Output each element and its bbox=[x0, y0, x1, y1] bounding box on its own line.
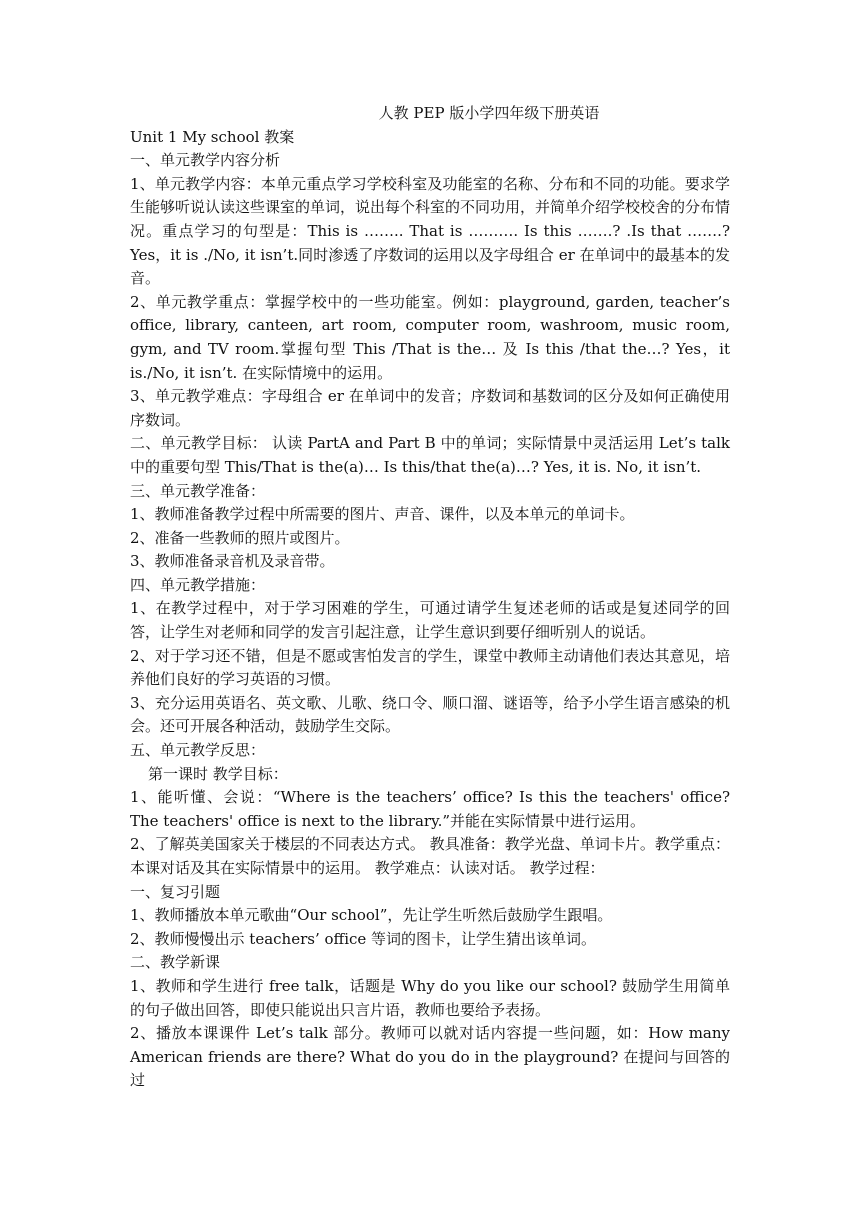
paragraph: 3、单元教学难点：字母组合 er 在单词中的发音；序数词和基数词的区分及如何正确使用序数词。 bbox=[130, 387, 730, 429]
section-heading: 五、单元教学反思： bbox=[130, 741, 266, 760]
section-heading: 一、复习引题 bbox=[130, 882, 221, 901]
paragraph: 3、充分运用英语名、英文歌、儿歌、绕口令、顺口溜、谜语等，给予小学生语言感染的机会。还可开展各种活动，鼓励学生交际。 bbox=[130, 693, 730, 736]
paragraph: 2、播放本课课件 Let’s talk 部分。教师可以就对话内容提一些问题，如：How many American friends are there? What do you do in the playground? 在提问与回答的过 bbox=[130, 1024, 730, 1090]
document-title: 人教 PEP 版小学四年级下册英语 bbox=[378, 104, 600, 122]
paragraph: 2、准备一些教师的照片或图片。 bbox=[130, 528, 350, 547]
paragraph: 2、对于学习还不错，但是不愿或害怕发言的学生，课堂中教师主动请他们表达其意见，培养他们良好的学习英语的习惯。 bbox=[130, 646, 730, 689]
section-heading: 三、单元教学准备： bbox=[130, 481, 266, 500]
paragraph: 二、单元教学目标： 认读 PartA and Part B 中的单词；实际情景中灵活运用 Let’s talk 中的重要句型 This/That is the(a)… Is this/that the(a)…? Yes, it is. No, it isn’t. bbox=[130, 434, 730, 476]
paragraph: 2、单元教学重点：掌握学校中的一些功能室。例如：playground, garden, teacher’s office, library, canteen, art room, computer room, washroom, music room, gym, and TV room.掌握句型 This /That is the… 及 Is this /that the…? Yes，it is./No, it isn’t. 在实际情境中的运用。 bbox=[130, 292, 730, 382]
paragraph: 3、教师准备录音机及录音带。 bbox=[130, 552, 335, 571]
paragraph: 2、了解英美国家关于楼层的不同表达方式。 教具准备：教学光盘、单词卡片。教学重点：本课对话及其在实际情景中的运用。 教学难点：认读对话。 教学过程： bbox=[130, 835, 730, 877]
paragraph: 1、单元教学内容：本单元重点学习学校科室及功能室的名称、分布和不同的功能。要求学生能够听说认读这些课室的单词，说出每个科室的不同功用，并简单介绍学校校舍的分布情况。重点学习的句型是：This is …….. That is ………. Is this …….? .Is that …….? Yes，it is ./No, it isn’t.同时渗透了序数词的运用以及字母组合 er 在单词中的最基本的发音。 bbox=[130, 174, 731, 288]
paragraph: 1、教师和学生进行 free talk，话题是 Why do you like our school? 鼓励学生用简单的句子做出回答，即使只能说出只言片语，教师也要给予表扬。 bbox=[130, 976, 730, 1019]
paragraph: 1、能听懂、会说：“Where is the teachers’ office? Is this the teachers' office? The teachers' office is next to the library.”并能在实际情景中进行运用。 bbox=[130, 788, 730, 830]
paragraph: 2、教师慢慢出示 teachers’ office 等词的图卡，让学生猜出该单词。 bbox=[130, 929, 597, 948]
paragraph: 1、教师播放本单元歌曲“Our school”，先让学生听然后鼓励学生跟唱。 bbox=[130, 906, 613, 925]
paragraph: 1、教师准备教学过程中所需要的图片、声音、课件，以及本单元的单词卡。 bbox=[130, 505, 635, 524]
document-page bbox=[130, 102, 730, 1093]
section-heading: 一、单元教学内容分析 bbox=[130, 151, 281, 170]
section-heading: 二、教学新课 bbox=[130, 953, 221, 972]
lesson-heading: 第一课时 教学目标： bbox=[148, 764, 288, 783]
unit-heading: Unit 1 My school 教案 bbox=[130, 127, 295, 146]
section-heading: 四、单元教学措施： bbox=[130, 575, 266, 594]
paragraph: 1、在教学过程中，对于学习困难的学生，可通过请学生复述老师的话或是复述同学的回答，让学生对老师和同学的发言引起注意，让学生意识到要仔细听别人的说话。 bbox=[130, 599, 730, 642]
